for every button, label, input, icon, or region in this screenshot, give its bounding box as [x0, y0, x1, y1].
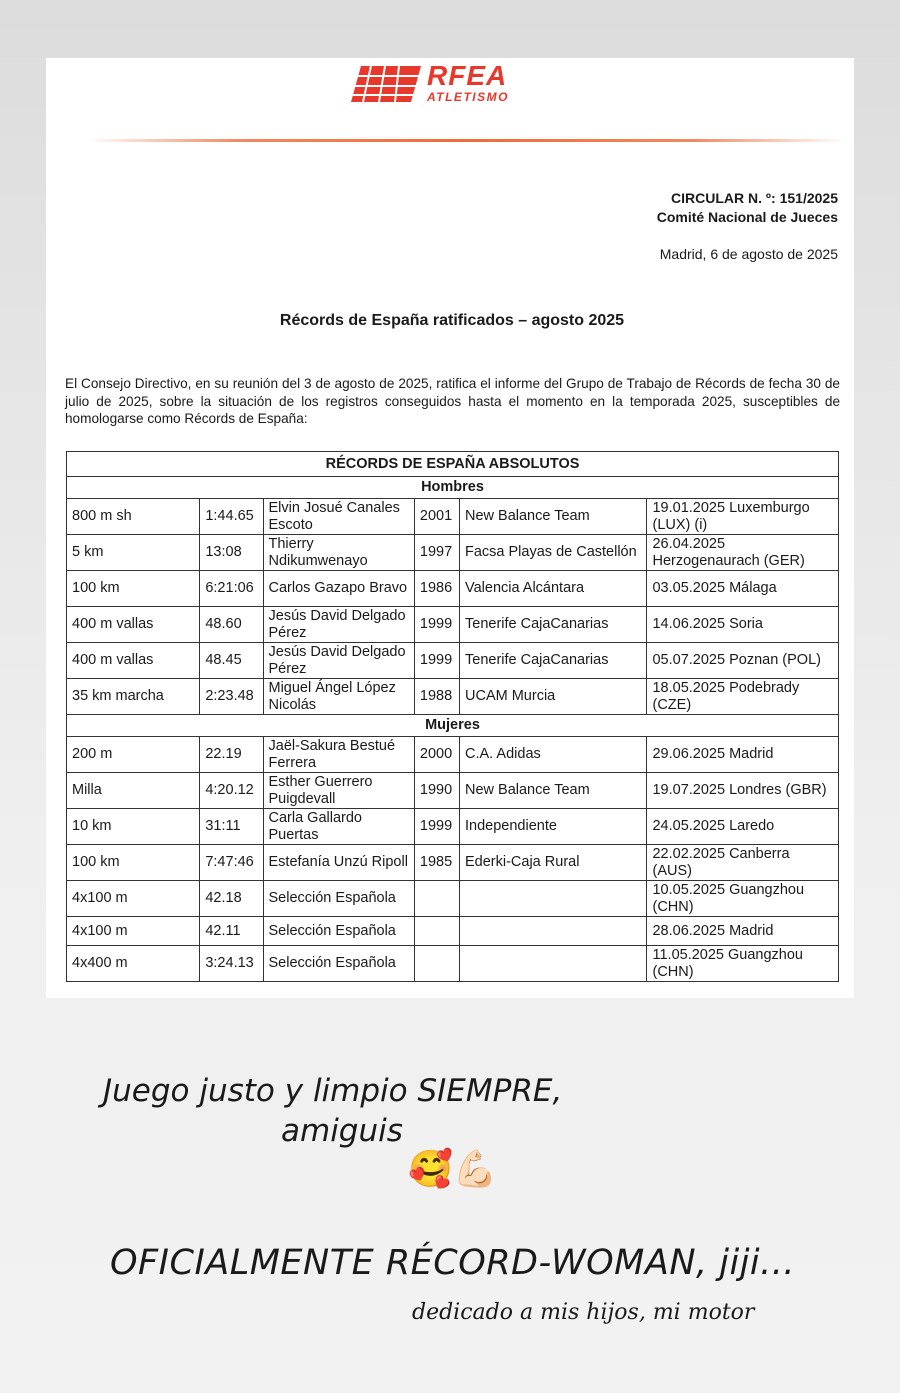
table-row: [67, 643, 839, 679]
cell-athlete: Estefanía Unzú Ripoll: [263, 845, 414, 881]
cell-athlete: Carla Gallardo Puertas: [263, 809, 414, 845]
cell-venue: 10.05.2025 Guangzhou (CHN): [647, 881, 839, 917]
cell-event: 100 km: [67, 571, 200, 607]
cell-event: 800 m sh: [67, 499, 200, 535]
header-divider: [86, 139, 846, 142]
cell-athlete: Elvin Josué Canales Escoto: [263, 499, 414, 535]
cell-venue: 19.07.2025 Londres (GBR): [647, 773, 839, 809]
cell-athlete: Esther Guerrero Puigdevall: [263, 773, 414, 809]
caption-fair-play: [103, 1071, 562, 1151]
cell-venue: 28.06.2025 Madrid: [647, 917, 839, 946]
cell-mark: 42.18: [200, 881, 263, 917]
table-row: [67, 535, 839, 571]
cell-year: 2001: [414, 499, 459, 535]
cell-venue: 11.05.2025 Guangzhou (CHN): [647, 946, 839, 982]
stadium-logo-icon: [351, 62, 423, 108]
cell-year: 1999: [414, 643, 459, 679]
cell-athlete: Selección Española: [263, 881, 414, 917]
table-row: [67, 845, 839, 881]
cell-venue: 18.05.2025 Podebrady (CZE): [647, 679, 839, 715]
table-heading: RÉCORDS DE ESPAÑA ABSOLUTOS: [67, 452, 839, 477]
cell-year: [414, 917, 459, 946]
cell-venue: 03.05.2025 Málaga: [647, 571, 839, 607]
cell-athlete: Selección Española: [263, 946, 414, 982]
cell-club: [460, 946, 647, 982]
cell-year: 1990: [414, 773, 459, 809]
table-row: [67, 881, 839, 917]
cell-athlete: Jesús David Delgado Pérez: [263, 643, 414, 679]
document-title: Récords de España ratificados – agosto 2025: [279, 312, 625, 329]
table-row: [67, 737, 839, 773]
emoji-sticker: [408, 1148, 498, 1190]
table-row: [67, 917, 839, 946]
cell-year: [414, 946, 459, 982]
cell-year: 1997: [414, 535, 459, 571]
table-row: [67, 946, 839, 982]
cell-year: 1986: [414, 571, 459, 607]
cell-event: Milla: [67, 773, 200, 809]
cell-year: 1988: [414, 679, 459, 715]
table-row: [67, 679, 839, 715]
logo-main-text: RFEA: [427, 60, 508, 91]
cell-athlete: Selección Española: [263, 917, 414, 946]
cell-athlete: Thierry Ndikumwenayo: [263, 535, 414, 571]
table-row: [67, 809, 839, 845]
cell-event: 100 km: [67, 845, 200, 881]
cell-event: 400 m vallas: [67, 607, 200, 643]
cell-event: 400 m vallas: [67, 643, 200, 679]
cell-event: 5 km: [67, 535, 200, 571]
cell-mark: 3:24.13: [200, 946, 263, 982]
cell-mark: 13:08: [200, 535, 263, 571]
circular-number: CIRCULAR N. º: 151/2025: [671, 190, 838, 206]
cell-venue: 05.07.2025 Poznan (POL): [647, 643, 839, 679]
cell-club: New Balance Team: [460, 499, 647, 535]
cell-athlete: Miguel Ángel López Nicolás: [263, 679, 414, 715]
table-row: [67, 499, 839, 535]
cell-club: Ederki-Caja Rural: [460, 845, 647, 881]
cell-club: Tenerife CajaCanarias: [460, 607, 647, 643]
cell-athlete: Jesús David Delgado Pérez: [263, 607, 414, 643]
logo-sub-text: ATLETISMO: [427, 90, 509, 104]
cell-mark: 48.45: [200, 643, 263, 679]
circular-document: [46, 58, 854, 998]
table-row: [67, 773, 839, 809]
caption-record-woman: OFICIALMENTE RÉCORD-WOMAN, jiji...: [110, 1243, 796, 1283]
cell-year: 1999: [414, 607, 459, 643]
cell-mark: 31:11: [200, 809, 263, 845]
cell-event: 4x100 m: [67, 917, 200, 946]
cell-athlete: Jaël-Sakura Bestué Ferrera: [263, 737, 414, 773]
cell-venue: 24.05.2025 Laredo: [647, 809, 839, 845]
cell-club: Valencia Alcántara: [460, 571, 647, 607]
cell-event: 10 km: [67, 809, 200, 845]
cell-mark: 4:20.12: [200, 773, 263, 809]
flexed-biceps-icon: 💪🏻: [452, 1148, 498, 1189]
cell-venue: 19.01.2025 Luxemburgo (LUX) (i): [647, 499, 839, 535]
cell-mark: 7:47:46: [200, 845, 263, 881]
caption-line-2: amiguis: [281, 1113, 403, 1149]
cell-mark: 2:23.48: [200, 679, 263, 715]
cell-year: 1999: [414, 809, 459, 845]
cell-venue: 22.02.2025 Canberra (AUS): [647, 845, 839, 881]
section-women: Mujeres: [67, 715, 839, 737]
cell-year: 1985: [414, 845, 459, 881]
cell-mark: 6:21:06: [200, 571, 263, 607]
cell-mark: 1:44.65: [200, 499, 263, 535]
cell-club: C.A. Adidas: [460, 737, 647, 773]
cell-club: [460, 917, 647, 946]
cell-mark: 48.60: [200, 607, 263, 643]
records-table: [66, 451, 839, 982]
cell-event: 35 km marcha: [67, 679, 200, 715]
cell-mark: 22.19: [200, 737, 263, 773]
cell-club: New Balance Team: [460, 773, 647, 809]
document-date: Madrid, 6 de agosto de 2025: [659, 246, 838, 262]
cell-club: UCAM Murcia: [460, 679, 647, 715]
cell-year: 2000: [414, 737, 459, 773]
cell-mark: 42.11: [200, 917, 263, 946]
cell-year: [414, 881, 459, 917]
cell-venue: 14.06.2025 Soria: [647, 607, 839, 643]
cell-club: [460, 881, 647, 917]
cell-club: Tenerife CajaCanarias: [460, 643, 647, 679]
cell-event: 200 m: [67, 737, 200, 773]
rfea-logo: [351, 62, 541, 108]
cell-venue: 26.04.2025 Herzogenaurach (GER): [647, 535, 839, 571]
table-row: [67, 607, 839, 643]
smiling-hearts-icon: 🥰: [408, 1148, 453, 1189]
caption-line-1: Juego justo y limpio SIEMPRE,: [103, 1073, 563, 1109]
circular-header: [657, 189, 838, 227]
cell-club: Independiente: [460, 809, 647, 845]
intro-paragraph: El Consejo Directivo, en su reunión del 3 de agosto de 2025, ratifica el informe del Grupo de Trabajo de Récords de fecha 30 de julio de 2025, sobre la situación de los registros conseguidos hasta el momento en la temporada 2025, susceptibles de homologarse como Récords de España:: [65, 376, 840, 426]
caption-dedication: dedicado a mis hijos, mi motor: [412, 1300, 755, 1325]
cell-athlete: Carlos Gazapo Bravo: [263, 571, 414, 607]
section-men: Hombres: [67, 477, 839, 499]
cell-event: 4x400 m: [67, 946, 200, 982]
cell-club: Facsa Playas de Castellón: [460, 535, 647, 571]
committee-name: Comité Nacional de Jueces: [656, 209, 838, 225]
table-row: [67, 571, 839, 607]
cell-event: 4x100 m: [67, 881, 200, 917]
cell-venue: 29.06.2025 Madrid: [647, 737, 839, 773]
